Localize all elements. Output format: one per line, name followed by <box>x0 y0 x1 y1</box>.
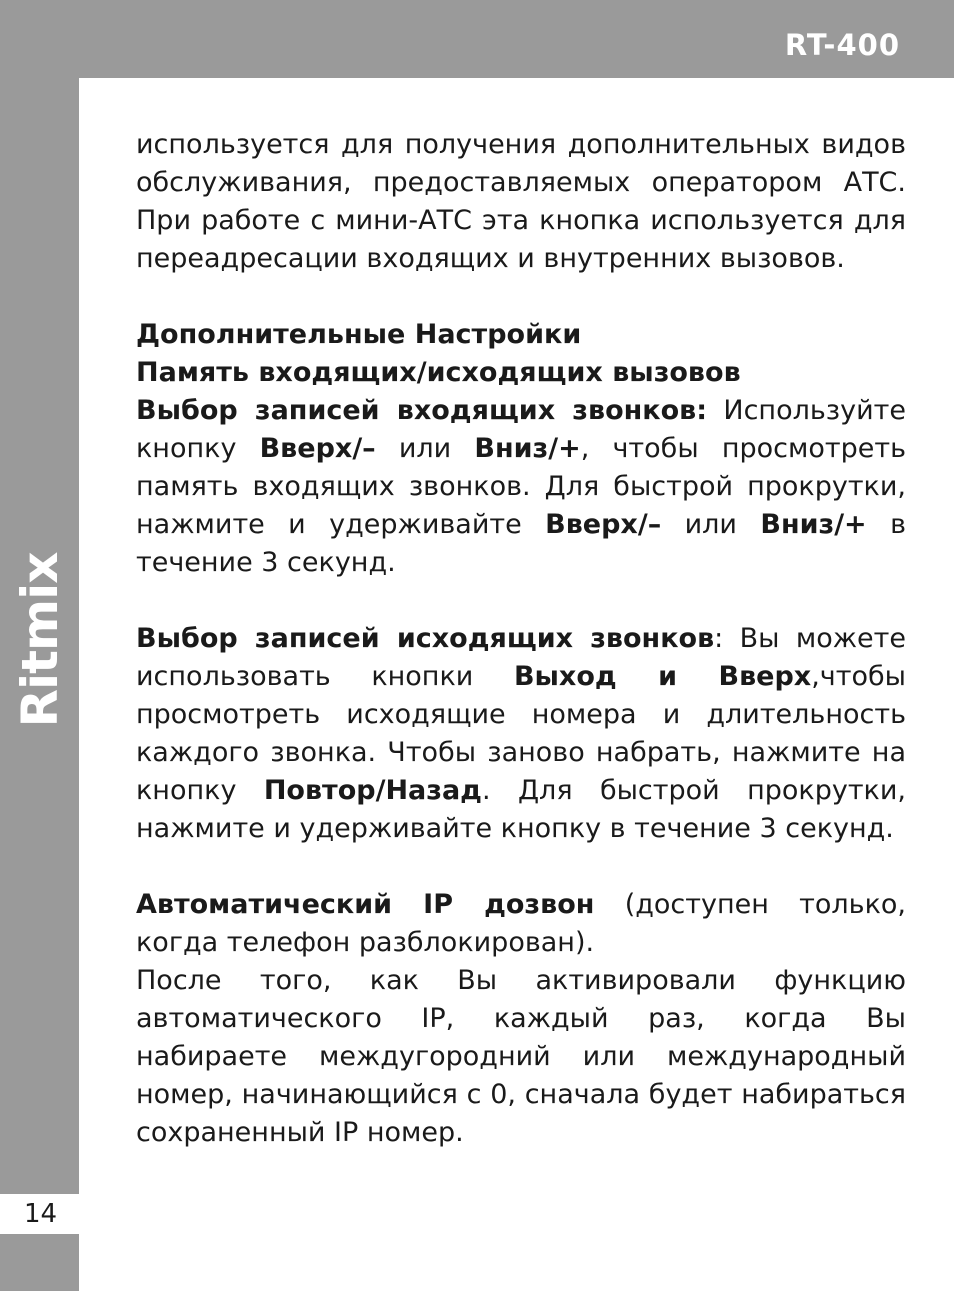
outgoing-paragraph <box>136 620 906 848</box>
incoming-text-3: , чтобы просмотреть память входящих звонков. Для быстрой прокрутки, нажмите и удерживайте <box>136 433 906 540</box>
ritmix-logo: Ritmix <box>11 552 69 728</box>
auto-ip-title: Автоматический IP дозвон <box>136 889 595 920</box>
outgoing-redial-key: Повтор/Назад <box>263 775 482 806</box>
incoming-key-down: Вниз/+ <box>474 433 581 464</box>
outgoing-text-2: ,чтобы просмотреть исходящие номера и длительность каждого звонка. Чтобы заново набрать, нажмите на кнопку <box>136 661 906 806</box>
incoming-key-up: Вверх/– <box>259 433 376 464</box>
intro-paragraph: используется для получения дополнительных видов обслуживания, предоставляемых оператором АТС. При работе с мини-АТС эта кнопка используется для переадресации входящих и внутренних вызовов. <box>136 129 906 274</box>
incoming-text-2: или <box>375 433 475 464</box>
outgoing-text-1: : Вы можете использовать кнопки <box>136 623 906 692</box>
outgoing-keys: Выход и Вверх <box>513 661 812 692</box>
section-title <box>136 316 906 354</box>
incoming-title: Выбор записей входящих звонков: <box>136 395 708 426</box>
header-bar <box>0 0 954 78</box>
auto-ip-body: После того, как Вы активировали функцию автоматического IP, каждый раз, когда Вы набираете междугородний или международный номер, начинающийся с 0, сначала будет набираться сохраненный IP номер. <box>136 965 906 1148</box>
auto-ip-note: (доступен только, когда телефон разблокирован). <box>136 889 906 958</box>
outgoing-title: Выбор записей исходящих звонков <box>136 623 715 654</box>
incoming-text-5: в течение 3 секунд. <box>136 509 906 578</box>
incoming-text-1: Используйте кнопку <box>136 395 906 464</box>
page-content <box>136 126 906 1152</box>
incoming-key-up-2: Вверх/– <box>545 509 662 540</box>
page-number: 14 <box>24 1199 58 1229</box>
subsection-title-text: Память входящих/исходящих вызовов <box>136 357 741 388</box>
side-bar <box>0 0 79 1291</box>
incoming-paragraph <box>136 392 906 582</box>
outgoing-text-3: . Для быстрой прокрутки, нажмите и удерживайте кнопку в течение 3 секунд. <box>136 775 906 844</box>
incoming-key-down-2: Вниз/+ <box>760 509 867 540</box>
section-title-text: Дополнительные Настройки <box>136 319 582 350</box>
model-label: RT-400 <box>784 28 900 62</box>
incoming-text-4: или <box>661 509 761 540</box>
auto-ip-heading <box>136 886 906 962</box>
subsection-title <box>136 354 906 392</box>
